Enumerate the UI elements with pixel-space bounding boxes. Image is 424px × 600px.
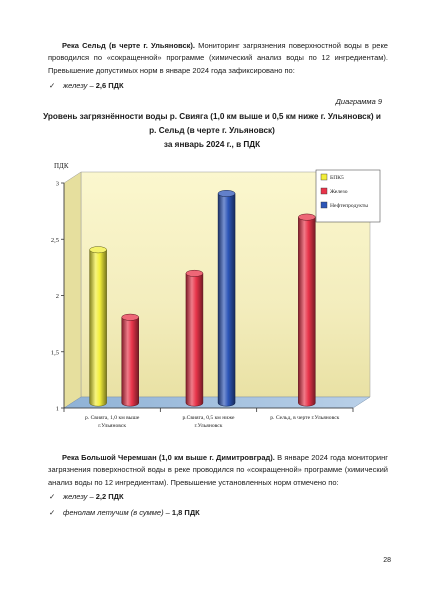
chart-title-line-2: р. Сельд (в черте г. Ульяновск) bbox=[149, 126, 275, 135]
diagram-label: Диаграмма 9 bbox=[335, 97, 382, 106]
y-tick-label: 1 bbox=[55, 405, 59, 413]
checkmark-icon: ✓ bbox=[49, 508, 56, 517]
chart-title-line-3: за январь 2024 г., в ПДК bbox=[163, 140, 261, 149]
paragraph-cheremshan bbox=[48, 452, 388, 489]
bar-Нефтепродукты bbox=[218, 190, 235, 406]
y-axis-label: ПДК bbox=[54, 162, 69, 170]
bullet-item: фенолам летучим (в сумме) bbox=[63, 508, 164, 517]
bar-БПК5 bbox=[90, 247, 107, 407]
bullet-item: железу bbox=[63, 492, 88, 501]
legend-label: БПК5 bbox=[330, 175, 344, 181]
x-tick-label: р.Свияга, 0,5 км ниже bbox=[182, 415, 235, 421]
bullet-cheremshan-iron: ✓ железу – 2,2 ПДК bbox=[49, 492, 124, 501]
x-tick-label: р. Сельд, в черте г.Ульяновск bbox=[270, 415, 340, 421]
legend-swatch bbox=[321, 202, 327, 208]
x-tick-label: р. Свияга, 1,0 км выше bbox=[84, 415, 140, 421]
paragraph-seld-text: Мониторинг загрязнения поверхностной воды в реке проводился по «сокращенной» программе (химический анализ воды по 12 ингредиентам). Превышение допустимых норм в январе 2024 года зафиксировано по: bbox=[48, 41, 388, 75]
legend-label: Железо bbox=[330, 189, 348, 195]
chart-title-line-1: Уровень загрязнённости воды р. Свияга (1,0 км выше и 0,5 км ниже г. Ульяновск) и bbox=[43, 112, 381, 121]
checkmark-icon: ✓ bbox=[49, 81, 56, 90]
bullet-value: 2,6 ПДК bbox=[95, 81, 124, 90]
legend-label: Нефтепродукты bbox=[330, 203, 369, 209]
bar-Железо bbox=[122, 314, 139, 406]
bullet-item: железу bbox=[63, 81, 88, 90]
y-tick-label: 3 bbox=[55, 180, 59, 188]
bullet-seld-iron: ✓ железу – 2,6 ПДК bbox=[49, 81, 124, 90]
chart-side-wall bbox=[64, 172, 81, 408]
page-number: 28 bbox=[383, 557, 391, 564]
y-tick-label: 2 bbox=[55, 293, 59, 300]
legend-swatch bbox=[321, 188, 327, 194]
chart-floor bbox=[64, 397, 370, 408]
y-tick-label: 2,5 bbox=[50, 236, 59, 244]
x-tick-label: г.Ульяновск bbox=[98, 423, 127, 429]
bullet-cheremshan-phenols: ✓ фенолам летучим (в сумме) – 1,8 ПДК bbox=[49, 508, 200, 517]
checkmark-icon: ✓ bbox=[49, 492, 56, 501]
paragraph-cheremshan-text: В январе 2024 года мониторинг загрязнения поверхностной воды в реке проводился по «сокращенной» программе (химический анализ воды по 12 ингредиентам). Превышение установленных норм отмечено по: bbox=[48, 453, 388, 487]
paragraph-cheremshan-title: Река Большой Черемшан (1,0 км выше г. Димитровград). bbox=[62, 453, 275, 462]
bullet-value: 2,2 ПДК bbox=[95, 492, 124, 501]
y-tick-label: 1,5 bbox=[50, 349, 59, 357]
legend-swatch bbox=[321, 174, 327, 180]
x-tick-label: г.Ульяновск bbox=[194, 423, 223, 429]
paragraph-seld-title: Река Сельд (в черте г. Ульяновск). bbox=[62, 41, 195, 50]
bar-Железо bbox=[298, 214, 315, 406]
bar-Железо bbox=[186, 270, 203, 406]
bullet-value: 1,8 ПДК bbox=[171, 508, 200, 517]
